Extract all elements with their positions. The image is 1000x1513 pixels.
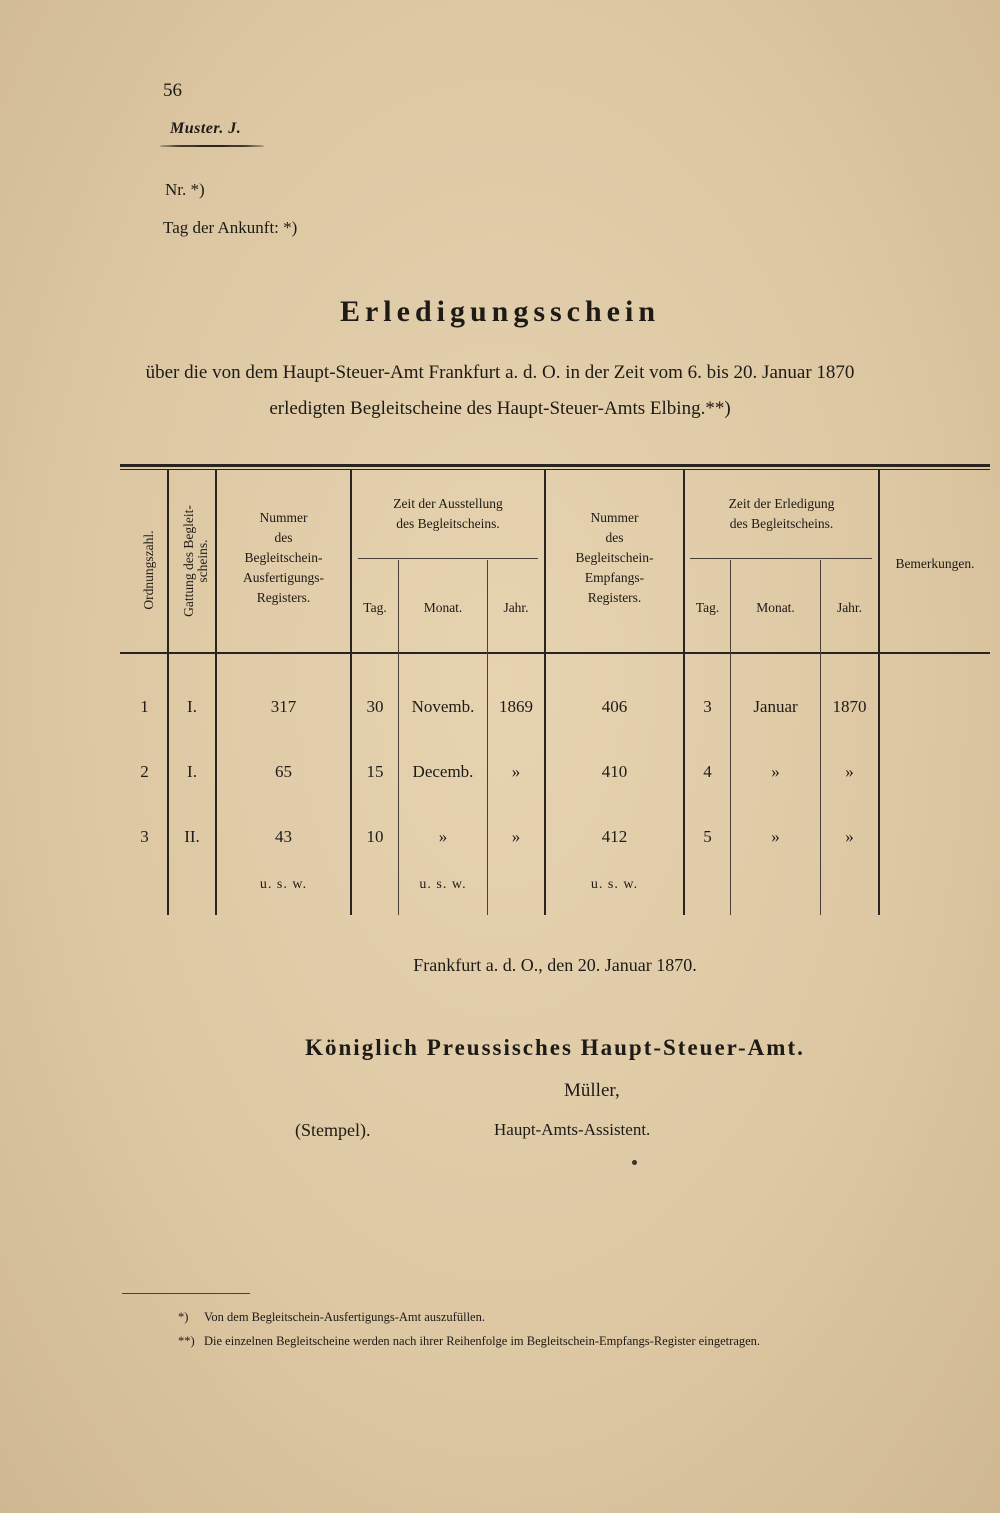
row2-empfang: 410 (601, 762, 628, 781)
header-erledigung-monat: Monat. (756, 600, 795, 615)
row2-gattung: I. (187, 762, 197, 781)
subheader-rule (690, 558, 872, 559)
signer-name: Müller, (564, 1080, 620, 1101)
table-top-rule (120, 464, 990, 467)
row2-e-tag: 4 (703, 762, 712, 781)
row2-a-jahr: » (511, 762, 521, 781)
row1-ausfertigung: 317 (270, 697, 297, 716)
row1-e-monat: Januar (753, 697, 798, 716)
col-sep (167, 470, 169, 915)
header-nummer-empfang: Nummer des Begleitschein- Empfangs- Registers. (575, 510, 654, 605)
row2-ausfertigung: 65 (275, 762, 292, 781)
subtitle-line-2: erledigten Begleitscheine des Haupt-Steuer-Amts Elbing.**) (269, 398, 731, 419)
row1-e-jahr: 1870 (832, 697, 867, 716)
signer-title: Haupt-Amts-Assistent. (494, 1120, 651, 1139)
table-top-rule-thin (120, 469, 990, 470)
row1-nr: 1 (140, 697, 149, 716)
row3-ausfertigung: 43 (275, 827, 292, 846)
footnote-1-mark: *) (178, 1310, 189, 1324)
header-gattung-line1: Gattung des Begleit- (181, 505, 196, 617)
document-title: Erledigungsschein (339, 295, 661, 328)
row1-gattung: I. (187, 697, 197, 716)
subtitle-line-1: über die von dem Haupt-Steuer-Amt Frankfurt a. d. O. in der Zeit vom 6. bis 20. Januar 1870 (145, 362, 855, 383)
issuing-authority: Königlich Preussisches Haupt-Steuer-Amt. (305, 1035, 805, 1060)
row1-a-tag: 30 (366, 697, 384, 716)
number-field-label: Nr. *) (165, 180, 205, 199)
footnote-1 (178, 1310, 485, 1325)
header-nummer-ausfertigung: Nummer des Begleitschein- Ausfertigungs- Registers. (243, 510, 324, 605)
row3-e-tag: 5 (703, 827, 712, 846)
row3-a-tag: 10 (366, 827, 384, 846)
header-ausstellung-jahr: Jahr. (503, 600, 529, 615)
place-and-date: Frankfurt a. d. O., den 20. Januar 1870. (413, 955, 697, 975)
row3-nr: 3 (140, 827, 149, 846)
row2-e-jahr: » (845, 762, 854, 781)
header-bemerkungen: Bemerkungen. (895, 556, 975, 571)
row3-a-jahr: » (511, 827, 521, 846)
row2-nr: 2 (140, 762, 149, 781)
col-sep (683, 470, 685, 915)
usw-monat: u. s. w. (419, 877, 467, 892)
footnote-2 (178, 1334, 760, 1349)
stamp-placeholder: (Stempel). (295, 1120, 371, 1140)
col-sep (878, 470, 880, 915)
row1-a-jahr: 1869 (499, 697, 533, 716)
ink-speck (632, 1160, 637, 1165)
header-gattung-line2: scheins. (195, 539, 210, 583)
header-ordnungszahl: Ordnungszahl. (141, 530, 156, 610)
arrival-day-label: Tag der Ankunft: *) (163, 218, 298, 237)
row3-gattung: II. (184, 827, 200, 846)
row2-e-monat: » (771, 762, 780, 781)
form-template-label: Muster. J. (170, 120, 242, 137)
usw-empfang: u. s. w. (590, 877, 639, 892)
row1-empfang: 406 (601, 697, 628, 716)
footnote-rule (122, 1293, 250, 1294)
row3-e-jahr: » (845, 827, 854, 846)
footnote-2-mark: **) (178, 1334, 195, 1348)
form-template-underline (160, 145, 264, 147)
row1-e-tag: 3 (703, 697, 712, 716)
footnote-2-text: Die einzelnen Begleitscheine werden nach ihrer Reihenfolge im Begleitschein-Empfangs-Register eingetragen. (204, 1334, 761, 1348)
row2-a-monat: Decemb. (412, 762, 474, 781)
table-header-rule (120, 652, 990, 654)
row2-a-tag: 15 (366, 762, 384, 781)
header-ausstellung-tag: Tag. (363, 600, 387, 615)
page-number: 56 (163, 80, 182, 101)
footnote-1-text: Von dem Begleitschein-Ausfertigungs-Amt auszufüllen. (204, 1310, 485, 1324)
row3-a-monat: » (438, 827, 448, 846)
col-sep (350, 470, 352, 915)
header-zeit-erledigung: Zeit der Erledigung des Begleitscheins. (728, 496, 835, 531)
row1-a-monat: Novemb. (411, 697, 475, 716)
header-erledigung-tag: Tag. (695, 600, 720, 615)
row3-empfang: 412 (601, 827, 628, 846)
header-ausstellung-monat: Monat. (423, 600, 463, 615)
usw-ausfertigung: u. s. w. (259, 877, 308, 892)
header-zeit-ausstellung: Zeit der Ausstellung des Begleitscheins. (393, 496, 503, 531)
row3-e-monat: » (771, 827, 780, 846)
subheader-rule (358, 558, 538, 559)
header-erledigung-jahr: Jahr. (836, 600, 863, 615)
